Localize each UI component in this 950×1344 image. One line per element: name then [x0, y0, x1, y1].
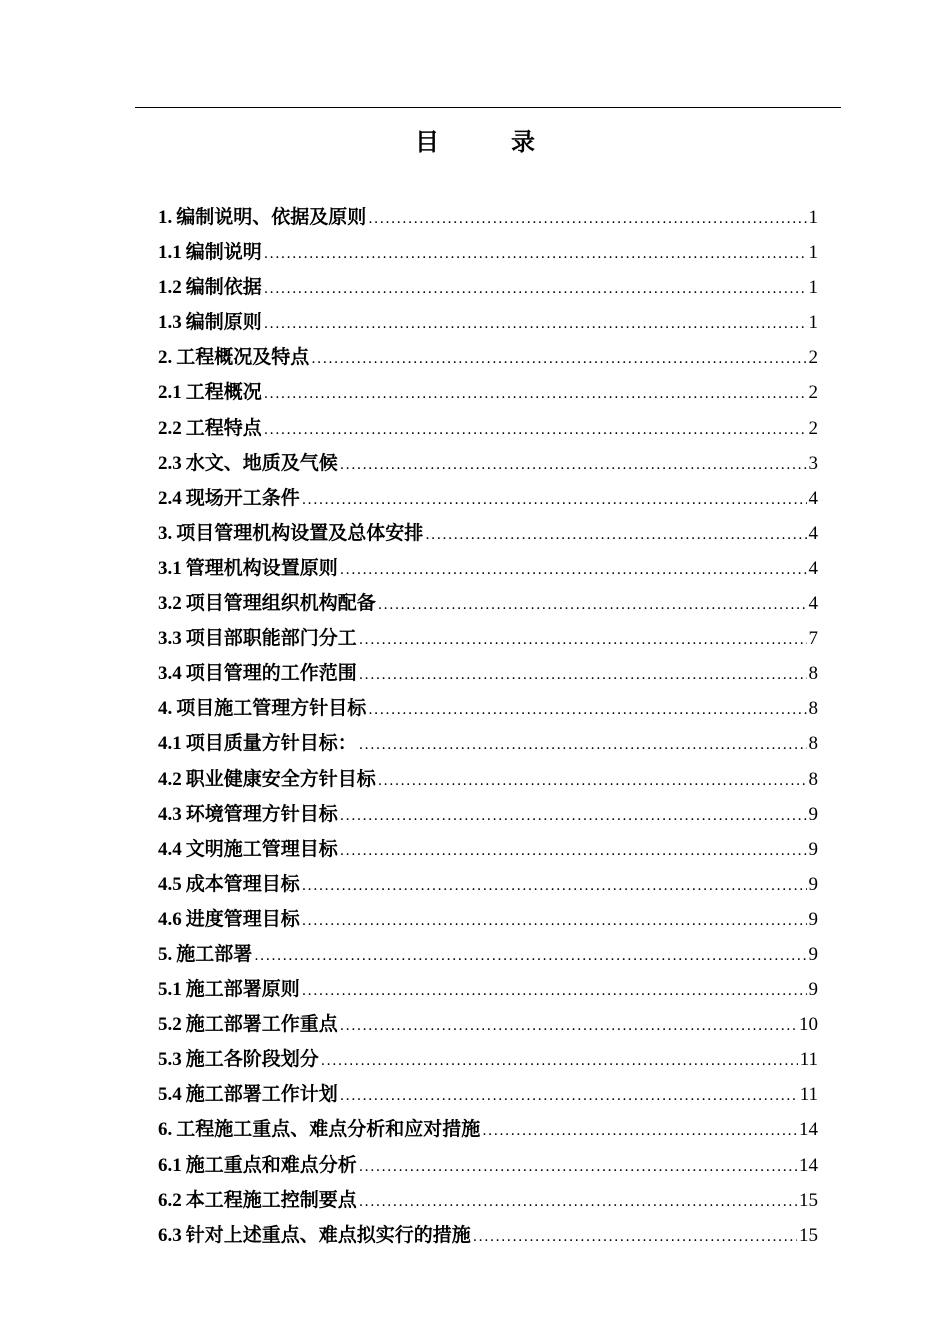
toc-entry-page: 9	[808, 873, 818, 895]
toc-entry[interactable]	[158, 902, 818, 937]
toc-entry[interactable]	[158, 586, 818, 621]
toc-entry-number: 1.2	[158, 277, 182, 299]
toc-entry-number: 6.3	[158, 1224, 182, 1246]
toc-entry-title: 项目质量方针目标：	[185, 732, 357, 755]
toc-entry-title: 成本管理目标	[185, 872, 300, 895]
toc-entry-page: 8	[808, 733, 818, 755]
toc-title-char-2: 录	[511, 127, 535, 156]
toc-entry-title: 工程施工重点、难点分析和应对措施	[176, 1118, 481, 1141]
toc-entry-title: 施工部署工作重点	[185, 1013, 338, 1036]
toc-entry-title: 施工重点和难点分析	[185, 1153, 357, 1176]
toc-dot-leader	[264, 272, 807, 307]
toc-entry[interactable]	[158, 235, 818, 270]
toc-entry-number: 3.1	[158, 557, 182, 579]
toc-entry-title: 项目部职能部门分工	[185, 627, 357, 650]
toc-entry-title: 编制说明	[185, 241, 262, 264]
toc-entry[interactable]	[158, 691, 818, 726]
toc-entry-title: 项目施工管理方针目标	[176, 697, 367, 720]
toc-entry-number: 2.1	[158, 382, 182, 404]
toc-entry[interactable]	[158, 832, 818, 867]
toc-entry-number: 4.5	[158, 873, 182, 895]
toc-entry[interactable]	[158, 481, 818, 516]
toc-entry-title: 工程概况	[185, 381, 262, 404]
toc-entry-title: 职业健康安全方针目标	[185, 767, 376, 790]
toc-entry[interactable]	[158, 200, 818, 235]
toc-dot-leader	[425, 518, 806, 553]
toc-entry-page: 1	[808, 277, 818, 299]
toc-entry[interactable]	[158, 551, 818, 586]
toc-entry-page: 4	[808, 557, 818, 579]
toc-entry-page: 14	[799, 1154, 818, 1176]
toc-entry[interactable]	[158, 726, 818, 761]
toc-entry-number: 4.1	[158, 733, 182, 755]
toc-entry-number: 4.6	[158, 908, 182, 930]
toc-entry-number: 4.3	[158, 803, 182, 825]
toc-entry-title: 现场开工条件	[185, 486, 300, 509]
toc-entry-page: 8	[808, 768, 818, 790]
toc-list	[158, 200, 818, 1253]
toc-entry-title: 水文、地质及气候	[185, 451, 338, 474]
toc-entry[interactable]	[158, 270, 818, 305]
toc-entry-page: 9	[808, 943, 818, 965]
toc-entry[interactable]	[158, 762, 818, 797]
toc-dot-leader	[359, 1185, 797, 1220]
toc-entry-page: 4	[808, 487, 818, 509]
toc-dot-leader	[340, 448, 807, 483]
toc-dot-leader	[340, 834, 807, 869]
toc-entry[interactable]	[158, 446, 818, 481]
toc-entry-title: 环境管理方针目标	[185, 802, 338, 825]
toc-entry-title: 施工各阶段划分	[185, 1048, 319, 1071]
toc-entry-title: 编制说明、依据及原则	[176, 206, 367, 228]
toc-entry-number: 5.1	[158, 979, 182, 1001]
toc-entry-page: 3	[808, 452, 818, 474]
toc-dot-leader	[473, 1220, 797, 1255]
toc-entry[interactable]	[158, 1042, 818, 1077]
toc-entry[interactable]	[158, 867, 818, 902]
toc-entry-page: 10	[799, 1014, 818, 1036]
toc-dot-leader	[302, 904, 807, 939]
toc-dot-leader	[359, 623, 807, 658]
toc-entry-number: 2.2	[158, 417, 182, 439]
toc-entry-page: 1	[808, 207, 818, 228]
toc-dot-leader	[264, 413, 807, 448]
toc-entry-title: 工程特点	[185, 416, 262, 439]
toc-entry-number: 3.3	[158, 628, 182, 650]
toc-entry-number: 5.2	[158, 1014, 182, 1036]
toc-entry-page: 9	[808, 803, 818, 825]
toc-entry-number: 5.3	[158, 1049, 182, 1071]
toc-entry[interactable]	[158, 1007, 818, 1042]
toc-entry-page: 14	[799, 1119, 818, 1141]
toc-dot-leader	[264, 237, 807, 272]
toc-entry-page: 11	[799, 1084, 818, 1106]
toc-entry[interactable]	[158, 375, 818, 410]
toc-dot-leader	[482, 1114, 797, 1149]
toc-entry-title: 施工部署工作计划	[185, 1083, 338, 1106]
toc-entry-number: 3.	[158, 522, 173, 544]
toc-dot-leader	[302, 483, 807, 518]
toc-entry-title: 管理机构设置原则	[185, 556, 338, 579]
toc-entry-number: 4.2	[158, 768, 182, 790]
toc-entry[interactable]	[158, 1218, 818, 1253]
header-rule	[135, 107, 841, 108]
toc-entry-title: 项目管理的工作范围	[185, 662, 357, 685]
toc-entry-page: 15	[799, 1189, 818, 1211]
toc-dot-leader	[368, 202, 806, 237]
toc-entry-title: 项目管理机构设置及总体安排	[176, 521, 424, 544]
toc-dot-leader	[254, 939, 806, 974]
toc-title	[0, 122, 950, 157]
toc-entry-title: 针对上述重点、难点拟实行的措施	[185, 1223, 471, 1246]
toc-entry-number: 2.	[158, 347, 173, 369]
toc-dot-leader	[311, 342, 806, 377]
toc-entry[interactable]	[158, 1183, 818, 1218]
toc-dot-leader	[264, 307, 807, 342]
toc-entry[interactable]	[158, 516, 818, 551]
toc-entry-title: 编制依据	[185, 276, 262, 299]
toc-entry[interactable]	[158, 305, 818, 340]
toc-dot-leader	[321, 1044, 798, 1079]
toc-entry-number: 6.	[158, 1119, 173, 1141]
toc-entry[interactable]	[158, 411, 818, 446]
toc-entry-page: 8	[808, 663, 818, 685]
toc-entry-title: 工程概况及特点	[176, 346, 310, 369]
toc-entry-page: 11	[799, 1049, 818, 1071]
toc-entry-page: 1	[808, 242, 818, 264]
toc-dot-leader	[302, 974, 807, 1009]
toc-dot-leader	[302, 869, 807, 904]
toc-entry-page: 9	[808, 908, 818, 930]
toc-entry-title: 进度管理目标	[185, 907, 300, 930]
toc-dot-leader	[368, 693, 806, 728]
toc-entry[interactable]	[158, 972, 818, 1007]
toc-entry[interactable]	[158, 797, 818, 832]
toc-dot-leader	[340, 553, 807, 588]
toc-entry-number: 2.3	[158, 452, 182, 474]
toc-dot-leader	[359, 1150, 797, 1185]
toc-entry-number: 2.4	[158, 487, 182, 509]
toc-entry-number: 3.2	[158, 593, 182, 615]
toc-entry-number: 4.4	[158, 838, 182, 860]
toc-dot-leader	[340, 1079, 798, 1114]
toc-dot-leader	[378, 764, 807, 799]
toc-dot-leader	[359, 658, 807, 693]
toc-entry-title: 编制原则	[185, 311, 262, 334]
toc-entry-number: 5.	[158, 943, 173, 965]
toc-entry[interactable]	[158, 340, 818, 375]
toc-entry[interactable]	[158, 1112, 818, 1147]
toc-entry[interactable]	[158, 656, 818, 691]
toc-dot-leader	[378, 588, 807, 623]
toc-entry-number: 5.4	[158, 1084, 182, 1106]
toc-entry-number: 1.1	[158, 242, 182, 264]
toc-dot-leader	[340, 1009, 797, 1044]
toc-entry[interactable]	[158, 937, 818, 972]
toc-entry[interactable]	[158, 1148, 818, 1183]
toc-entry-page: 4	[808, 593, 818, 615]
toc-entry-number: 1.	[158, 207, 173, 228]
toc-entry-page: 7	[808, 628, 818, 650]
toc-entry-title: 项目管理组织机构配备	[185, 592, 376, 615]
toc-entry-title: 施工部署	[176, 942, 253, 965]
toc-entry-title: 文明施工管理目标	[185, 837, 338, 860]
toc-entry[interactable]	[158, 1077, 818, 1112]
toc-entry-page: 9	[808, 838, 818, 860]
toc-entry-page: 1	[808, 312, 818, 334]
toc-entry-page: 4	[808, 522, 818, 544]
toc-title-char-1: 目	[415, 127, 439, 156]
toc-entry-page: 2	[808, 347, 818, 369]
toc-entry-page: 8	[808, 698, 818, 720]
toc-entry-page: 9	[808, 979, 818, 1001]
toc-entry-title: 施工部署原则	[185, 978, 300, 1001]
toc-entry-number: 1.3	[158, 312, 182, 334]
toc-dot-leader	[264, 377, 807, 412]
toc-entry-number: 4.	[158, 698, 173, 720]
toc-dot-leader	[359, 728, 807, 763]
toc-entry[interactable]	[158, 621, 818, 656]
toc-entry-title: 本工程施工控制要点	[185, 1188, 357, 1211]
toc-entry-number: 6.2	[158, 1189, 182, 1211]
toc-entry-number: 3.4	[158, 663, 182, 685]
toc-dot-leader	[340, 799, 807, 834]
toc-entry-page: 2	[808, 417, 818, 439]
toc-entry-page: 2	[808, 382, 818, 404]
toc-entry-number: 6.1	[158, 1154, 182, 1176]
toc-entry-page: 15	[799, 1224, 818, 1246]
